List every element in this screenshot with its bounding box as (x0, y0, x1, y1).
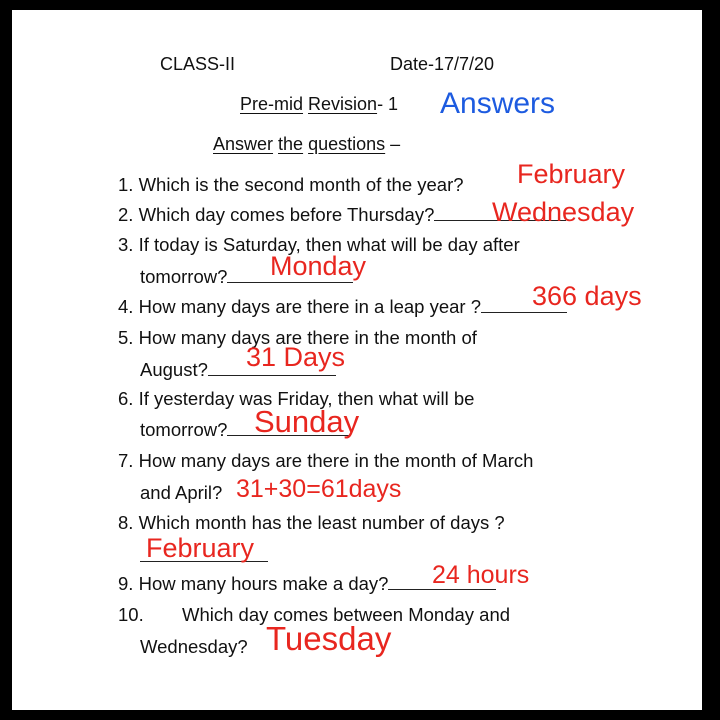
answer-10: Tuesday (266, 620, 392, 657)
title-word-revision: Revision (308, 94, 378, 114)
answer-2: Wednesday (492, 197, 635, 227)
instruction (213, 134, 400, 155)
question-text-line2: tomorrow? (140, 266, 228, 287)
instruction-dash: – (390, 134, 401, 154)
answer-7: 31+30=61days (236, 475, 402, 503)
answer-6: Sunday (254, 404, 360, 439)
instruction-word-answer: Answer (213, 134, 274, 154)
answer-1: February (517, 159, 626, 189)
question-text: Which is the second month of the year? (138, 174, 464, 195)
question-number: 1. (118, 174, 134, 195)
question-number: 4. (118, 296, 134, 317)
answer-blank (227, 282, 353, 283)
question-text-line2: August? (140, 359, 208, 380)
question-text: If today is Saturday, then what will be day after (138, 234, 520, 255)
question-text: How many days are there in the month of March (138, 450, 534, 471)
answer-8: February (146, 533, 255, 563)
question-8 (118, 512, 505, 534)
answer-blank (481, 312, 567, 313)
question-number: 5. (118, 327, 134, 348)
question-text: Which month has the least number of days ? (138, 512, 505, 533)
question-text: How many days are there in a leap year ? (138, 296, 482, 317)
question-number: 6. (118, 388, 134, 409)
question-number: 2. (118, 204, 134, 225)
answer-9: 24 hours (432, 561, 530, 589)
answers-heading: Answers (440, 87, 556, 120)
title-number: - 1 (377, 94, 399, 114)
worksheet-page (12, 10, 702, 710)
question-7-continued (140, 482, 222, 504)
question-10-continued (140, 636, 248, 658)
worksheet-title (240, 94, 398, 115)
question-text-line2: and April? (140, 482, 223, 503)
class-label: CLASS-II (160, 54, 236, 74)
question-text-line2: Wednesday? (140, 636, 248, 657)
instruction-word-questions: questions (308, 134, 386, 154)
question-number: 9. (118, 573, 134, 594)
question-text-line2: tomorrow? (140, 419, 228, 440)
question-text: Which day comes before Thursday? (138, 204, 435, 225)
answer-4: 366 days (532, 281, 642, 311)
question-number: 7. (118, 450, 134, 471)
title-word-premid: Pre-mid (240, 94, 304, 114)
question-number: 8. (118, 512, 134, 533)
question-text: If yesterday was Friday, then what will be (138, 388, 475, 409)
question-1 (118, 174, 464, 196)
question-text: How many hours make a day? (138, 573, 389, 594)
question-text: Which day comes between Monday and (182, 604, 511, 625)
question-number: 10. (118, 604, 144, 625)
answer-blank (208, 375, 336, 376)
date-label: Date-17/7/20 (390, 54, 495, 74)
question-4 (118, 296, 567, 318)
question-number: 3. (118, 234, 134, 255)
answer-5: 31 Days (246, 342, 346, 372)
answer-3: Monday (270, 251, 367, 281)
instruction-word-the: the (278, 134, 304, 154)
answer-blank (388, 589, 496, 590)
question-text: How many days are there in the month of (138, 327, 477, 348)
question-7 (118, 450, 533, 472)
